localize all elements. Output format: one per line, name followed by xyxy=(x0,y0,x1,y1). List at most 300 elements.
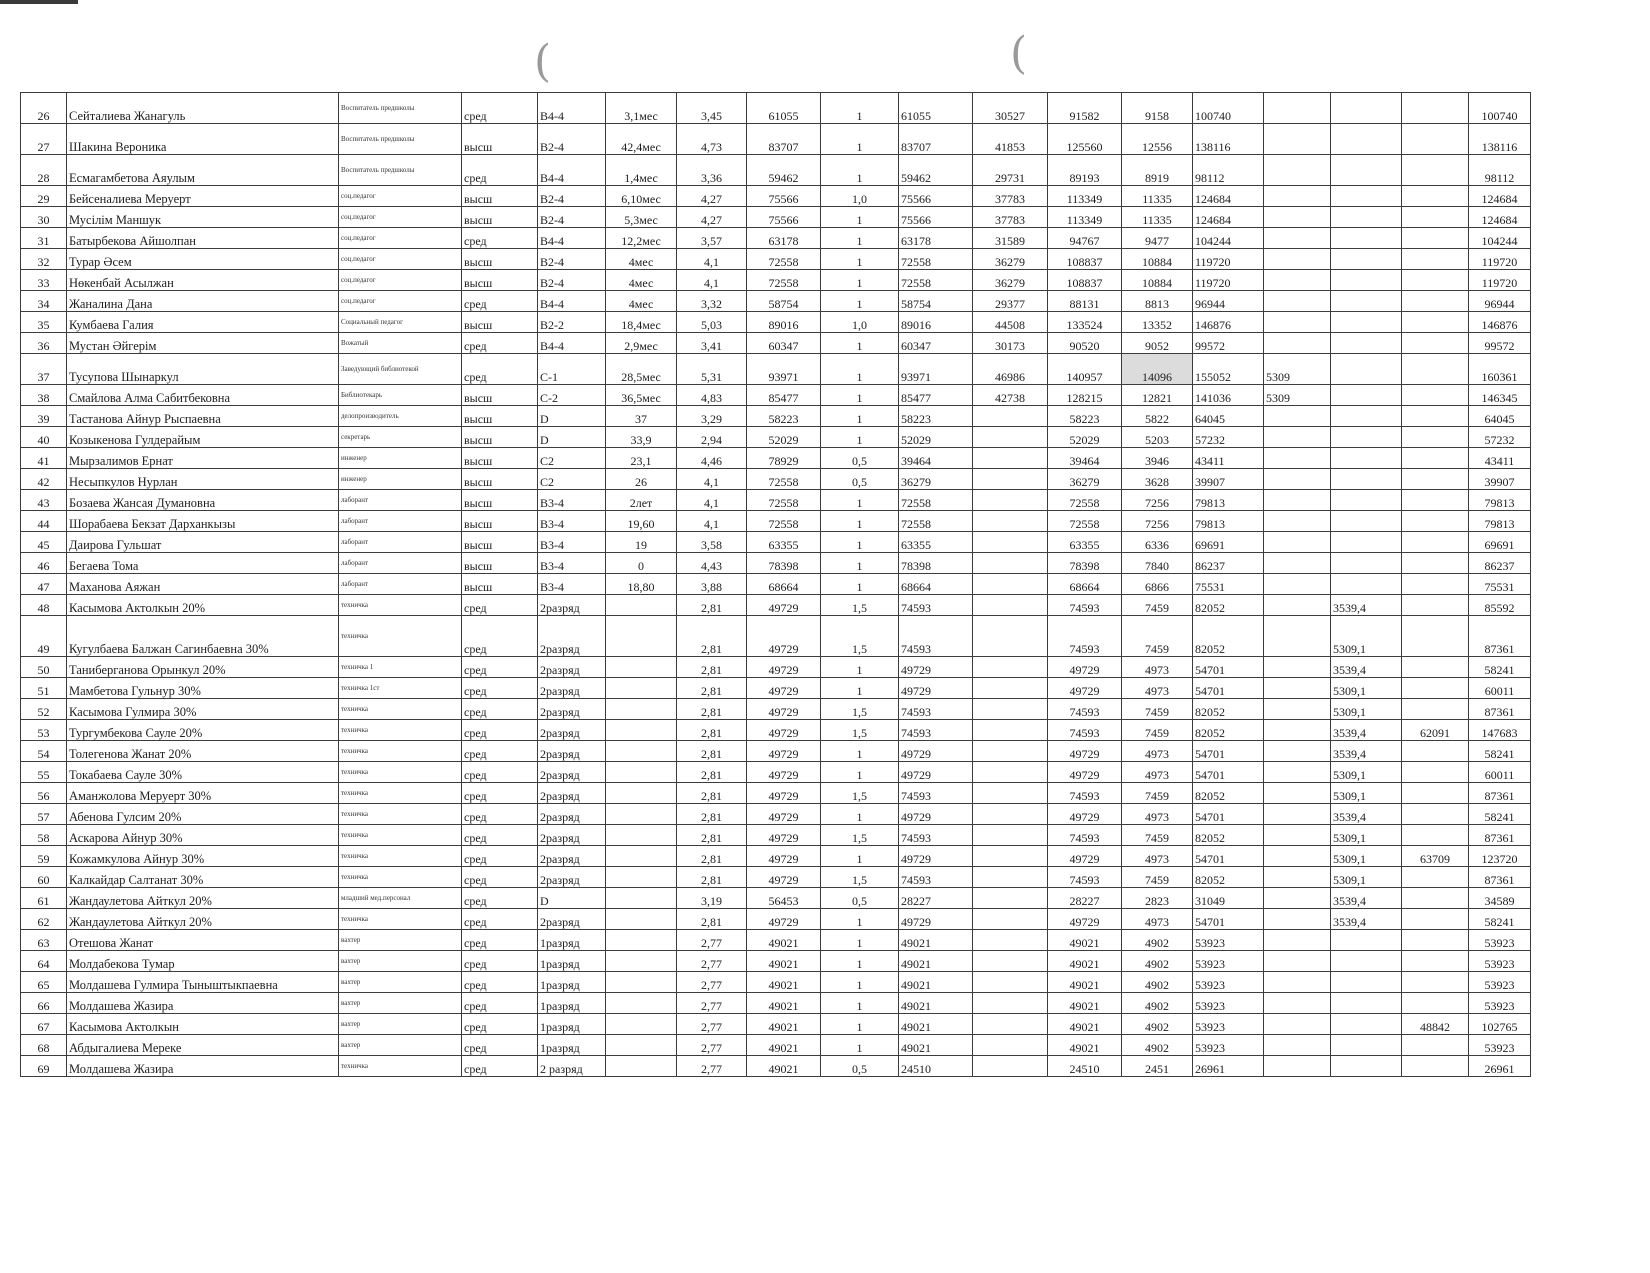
table-row xyxy=(21,291,1531,312)
cell-rate-salary: 36279 xyxy=(899,469,973,490)
cell-rate-load: 1,5 xyxy=(821,699,899,720)
cell-accrued-total: 54701 xyxy=(1193,846,1264,867)
cell-position: соц.педагог xyxy=(339,249,462,270)
cell-rate-salary: 72558 xyxy=(899,490,973,511)
table-row xyxy=(21,186,1531,207)
cell-coefficient: 2,77 xyxy=(677,972,747,993)
cell-coefficient: 2,81 xyxy=(677,825,747,846)
cell-education: высш xyxy=(462,574,538,595)
cell-full-name: Жаналина Дана xyxy=(67,291,339,312)
cell-position: Заведующий библиотекой xyxy=(339,354,462,385)
table-row xyxy=(21,333,1531,354)
cell-rate-salary: 75566 xyxy=(899,186,973,207)
cell-library-extra xyxy=(1264,678,1331,699)
cell-rate-salary: 74593 xyxy=(899,595,973,616)
cell-category: B3-4 xyxy=(538,574,606,595)
cell-grand-total: 34589 xyxy=(1469,888,1531,909)
cell-base-rate: 49021 xyxy=(747,972,821,993)
cell-allowance: 10884 xyxy=(1122,270,1193,291)
cell-grand-total: 87361 xyxy=(1469,783,1531,804)
cell-library-extra xyxy=(1264,124,1331,155)
cell-base-rate: 85477 xyxy=(747,385,821,406)
cell-row-number: 34 xyxy=(21,291,67,312)
cell-library-extra xyxy=(1264,186,1331,207)
cell-accrued-total: 119720 xyxy=(1193,249,1264,270)
cell-other-payment xyxy=(1402,699,1469,720)
cell-allowance: 7256 xyxy=(1122,511,1193,532)
cell-position: вахтер xyxy=(339,930,462,951)
cell-position: техничка xyxy=(339,762,462,783)
cell-position: техничка xyxy=(339,867,462,888)
cell-bonus xyxy=(973,762,1048,783)
cell-cleaning-extra: 3539,4 xyxy=(1331,804,1402,825)
cell-position: соц.педагог xyxy=(339,270,462,291)
cell-bonus xyxy=(973,699,1048,720)
table-row xyxy=(21,993,1531,1014)
cell-grand-total: 138116 xyxy=(1469,124,1531,155)
cell-education: сред xyxy=(462,762,538,783)
cell-library-extra xyxy=(1264,867,1331,888)
cell-allowance: 4973 xyxy=(1122,657,1193,678)
cell-library-extra xyxy=(1264,595,1331,616)
table-row xyxy=(21,762,1531,783)
cell-position: техничка xyxy=(339,783,462,804)
cell-rate-salary: 58754 xyxy=(899,291,973,312)
cell-coefficient: 3,32 xyxy=(677,291,747,312)
cell-subtotal: 49729 xyxy=(1048,657,1122,678)
cell-category: B2-4 xyxy=(538,249,606,270)
cell-row-number: 38 xyxy=(21,385,67,406)
cell-row-number: 51 xyxy=(21,678,67,699)
cell-subtotal: 68664 xyxy=(1048,574,1122,595)
cell-row-number: 62 xyxy=(21,909,67,930)
cell-other-payment: 62091 xyxy=(1402,720,1469,741)
cell-position: техничка 1 xyxy=(339,657,462,678)
cell-position: соц.педагог xyxy=(339,207,462,228)
cell-base-rate: 60347 xyxy=(747,333,821,354)
cell-education: высш xyxy=(462,490,538,511)
cell-experience xyxy=(606,804,677,825)
cell-full-name: Калкайдар Салтанат 30% xyxy=(67,867,339,888)
cell-position: техничка 1ст xyxy=(339,678,462,699)
cell-accrued-total: 119720 xyxy=(1193,270,1264,291)
cell-rate-salary: 74593 xyxy=(899,825,973,846)
table-row xyxy=(21,448,1531,469)
table-row xyxy=(21,888,1531,909)
table-row xyxy=(21,1035,1531,1056)
cell-rate-salary: 49729 xyxy=(899,846,973,867)
cell-other-payment: 48842 xyxy=(1402,1014,1469,1035)
cell-other-payment xyxy=(1402,490,1469,511)
cell-coefficient: 2,81 xyxy=(677,720,747,741)
cell-other-payment xyxy=(1402,1056,1469,1077)
cell-rate-salary: 49021 xyxy=(899,1035,973,1056)
cell-library-extra xyxy=(1264,1056,1331,1077)
cell-bonus xyxy=(973,804,1048,825)
cell-bonus xyxy=(973,574,1048,595)
cell-grand-total: 64045 xyxy=(1469,406,1531,427)
cell-bonus: 37783 xyxy=(973,186,1048,207)
cell-rate-load: 1 xyxy=(821,228,899,249)
cell-rate-salary: 72558 xyxy=(899,249,973,270)
cell-subtotal: 74593 xyxy=(1048,783,1122,804)
cell-rate-load: 1 xyxy=(821,553,899,574)
cell-coefficient: 2,81 xyxy=(677,867,747,888)
cell-library-extra xyxy=(1264,469,1331,490)
cell-category: B4-4 xyxy=(538,291,606,312)
cell-bonus xyxy=(973,678,1048,699)
cell-library-extra xyxy=(1264,1035,1331,1056)
cell-full-name: Мусілім Маншук xyxy=(67,207,339,228)
table-row xyxy=(21,951,1531,972)
cell-rate-salary: 49021 xyxy=(899,1014,973,1035)
cell-library-extra xyxy=(1264,270,1331,291)
cell-base-rate: 49021 xyxy=(747,951,821,972)
cell-position: лаборант xyxy=(339,532,462,553)
cell-base-rate: 59462 xyxy=(747,155,821,186)
cell-rate-load: 1 xyxy=(821,972,899,993)
cell-full-name: Токабаева Сауле 30% xyxy=(67,762,339,783)
table-row xyxy=(21,783,1531,804)
cell-row-number: 58 xyxy=(21,825,67,846)
table-row xyxy=(21,741,1531,762)
cell-other-payment xyxy=(1402,762,1469,783)
cell-allowance: 3628 xyxy=(1122,469,1193,490)
cell-position: соц.педагог xyxy=(339,228,462,249)
cell-rate-salary: 60347 xyxy=(899,333,973,354)
cell-rate-load: 1 xyxy=(821,354,899,385)
cell-subtotal: 89193 xyxy=(1048,155,1122,186)
cell-subtotal: 113349 xyxy=(1048,207,1122,228)
cell-category: B4-4 xyxy=(538,155,606,186)
cell-experience xyxy=(606,1035,677,1056)
cell-library-extra xyxy=(1264,720,1331,741)
cell-full-name: Кумбаева Галия xyxy=(67,312,339,333)
cell-base-rate: 49729 xyxy=(747,867,821,888)
cell-accrued-total: 54701 xyxy=(1193,909,1264,930)
cell-full-name: Нөкенбай Асылжан xyxy=(67,270,339,291)
cell-bonus xyxy=(973,741,1048,762)
table-row xyxy=(21,553,1531,574)
cell-rate-load: 1 xyxy=(821,155,899,186)
cell-rate-load: 1,5 xyxy=(821,595,899,616)
cell-rate-load: 1 xyxy=(821,1035,899,1056)
cell-row-number: 54 xyxy=(21,741,67,762)
cell-accrued-total: 86237 xyxy=(1193,553,1264,574)
cell-rate-load: 1 xyxy=(821,249,899,270)
cell-accrued-total: 124684 xyxy=(1193,186,1264,207)
cell-category: 2разряд xyxy=(538,909,606,930)
cell-base-rate: 49729 xyxy=(747,720,821,741)
cell-coefficient: 4,1 xyxy=(677,511,747,532)
cell-accrued-total: 75531 xyxy=(1193,574,1264,595)
cell-full-name: Мустан Әйгерім xyxy=(67,333,339,354)
cell-category: 2разряд xyxy=(538,804,606,825)
cell-base-rate: 49021 xyxy=(747,1035,821,1056)
cell-row-number: 57 xyxy=(21,804,67,825)
cell-coefficient: 2,81 xyxy=(677,909,747,930)
cell-subtotal: 49021 xyxy=(1048,930,1122,951)
cell-allowance: 7459 xyxy=(1122,867,1193,888)
cell-subtotal: 78398 xyxy=(1048,553,1122,574)
cell-accrued-total: 69691 xyxy=(1193,532,1264,553)
cell-experience: 37 xyxy=(606,406,677,427)
cell-coefficient: 3,88 xyxy=(677,574,747,595)
cell-experience xyxy=(606,930,677,951)
cell-other-payment xyxy=(1402,909,1469,930)
cell-base-rate: 63178 xyxy=(747,228,821,249)
cell-subtotal: 49729 xyxy=(1048,678,1122,699)
cell-full-name: Аманжолова Меруерт 30% xyxy=(67,783,339,804)
cell-library-extra xyxy=(1264,532,1331,553)
cell-cleaning-extra: 3539,4 xyxy=(1331,909,1402,930)
cell-category: 2разряд xyxy=(538,741,606,762)
cell-rate-salary: 28227 xyxy=(899,888,973,909)
table-row xyxy=(21,804,1531,825)
cell-cleaning-extra xyxy=(1331,155,1402,186)
cell-position: лаборант xyxy=(339,553,462,574)
cell-subtotal: 49729 xyxy=(1048,846,1122,867)
cell-category: 2разряд xyxy=(538,867,606,888)
cell-base-rate: 49729 xyxy=(747,657,821,678)
cell-accrued-total: 99572 xyxy=(1193,333,1264,354)
table-row xyxy=(21,490,1531,511)
cell-bonus: 36279 xyxy=(973,249,1048,270)
cell-row-number: 27 xyxy=(21,124,67,155)
cell-rate-load: 1 xyxy=(821,846,899,867)
cell-bonus xyxy=(973,783,1048,804)
cell-library-extra xyxy=(1264,804,1331,825)
cell-subtotal: 74593 xyxy=(1048,720,1122,741)
cell-library-extra xyxy=(1264,825,1331,846)
cell-grand-total: 85592 xyxy=(1469,595,1531,616)
cell-rate-salary: 49729 xyxy=(899,804,973,825)
cell-other-payment xyxy=(1402,951,1469,972)
cell-education: сред xyxy=(462,354,538,385)
cell-subtotal: 49021 xyxy=(1048,1014,1122,1035)
cell-bonus xyxy=(973,511,1048,532)
cell-other-payment xyxy=(1402,312,1469,333)
cell-row-number: 26 xyxy=(21,93,67,124)
table-row xyxy=(21,511,1531,532)
cell-rate-load: 1 xyxy=(821,741,899,762)
cell-bonus xyxy=(973,993,1048,1014)
cell-subtotal: 128215 xyxy=(1048,385,1122,406)
cell-other-payment xyxy=(1402,993,1469,1014)
cell-category: 2разряд xyxy=(538,846,606,867)
table-row xyxy=(21,595,1531,616)
cell-row-number: 35 xyxy=(21,312,67,333)
table-row xyxy=(21,406,1531,427)
cell-coefficient: 4,1 xyxy=(677,490,747,511)
cell-position: соц.педагог xyxy=(339,291,462,312)
scan-mark: ( xyxy=(534,36,552,87)
cell-education: сред xyxy=(462,616,538,657)
cell-grand-total: 87361 xyxy=(1469,699,1531,720)
cell-cleaning-extra: 5309,1 xyxy=(1331,699,1402,720)
cell-full-name: Абдыгалиева Мереке xyxy=(67,1035,339,1056)
cell-experience: 12,2мес xyxy=(606,228,677,249)
cell-education: сред xyxy=(462,909,538,930)
cell-rate-load: 0,5 xyxy=(821,1056,899,1077)
cell-subtotal: 49729 xyxy=(1048,909,1122,930)
cell-base-rate: 68664 xyxy=(747,574,821,595)
cell-allowance: 4973 xyxy=(1122,741,1193,762)
cell-full-name: Сейталиева Жанагуль xyxy=(67,93,339,124)
cell-experience xyxy=(606,1056,677,1077)
table-row xyxy=(21,385,1531,406)
cell-cleaning-extra xyxy=(1331,385,1402,406)
cell-bonus: 31589 xyxy=(973,228,1048,249)
cell-category: 2разряд xyxy=(538,720,606,741)
cell-grand-total: 75531 xyxy=(1469,574,1531,595)
cell-other-payment xyxy=(1402,657,1469,678)
cell-subtotal: 74593 xyxy=(1048,867,1122,888)
cell-rate-salary: 49729 xyxy=(899,741,973,762)
cell-cleaning-extra: 5309,1 xyxy=(1331,846,1402,867)
cell-grand-total: 53923 xyxy=(1469,951,1531,972)
cell-library-extra xyxy=(1264,699,1331,720)
cell-library-extra xyxy=(1264,930,1331,951)
cell-base-rate: 49021 xyxy=(747,930,821,951)
cell-bonus: 41853 xyxy=(973,124,1048,155)
cell-position: младший мед.персонал xyxy=(339,888,462,909)
cell-grand-total: 102765 xyxy=(1469,1014,1531,1035)
cell-accrued-total: 79813 xyxy=(1193,490,1264,511)
cell-experience: 2,9мес xyxy=(606,333,677,354)
cell-allowance: 7459 xyxy=(1122,616,1193,657)
cell-position: Воспитатель предшколы xyxy=(339,155,462,186)
cell-allowance: 4973 xyxy=(1122,909,1193,930)
cell-coefficient: 4,1 xyxy=(677,270,747,291)
cell-base-rate: 75566 xyxy=(747,186,821,207)
cell-position: вахтер xyxy=(339,951,462,972)
cell-allowance: 6866 xyxy=(1122,574,1193,595)
cell-bonus xyxy=(973,469,1048,490)
cell-coefficient: 3,45 xyxy=(677,93,747,124)
cell-rate-load: 1 xyxy=(821,532,899,553)
cell-position: вахтер xyxy=(339,972,462,993)
cell-experience: 36,5мес xyxy=(606,385,677,406)
cell-education: высш xyxy=(462,312,538,333)
cell-coefficient: 4,27 xyxy=(677,207,747,228)
cell-bonus xyxy=(973,406,1048,427)
table-row xyxy=(21,228,1531,249)
cell-experience: 19,60 xyxy=(606,511,677,532)
cell-accrued-total: 54701 xyxy=(1193,657,1264,678)
cell-experience xyxy=(606,888,677,909)
cell-experience xyxy=(606,762,677,783)
cell-accrued-total: 39907 xyxy=(1193,469,1264,490)
cell-accrued-total: 53923 xyxy=(1193,972,1264,993)
cell-row-number: 46 xyxy=(21,553,67,574)
cell-grand-total: 58241 xyxy=(1469,657,1531,678)
cell-rate-load: 1 xyxy=(821,574,899,595)
cell-education: высш xyxy=(462,532,538,553)
cell-subtotal: 49021 xyxy=(1048,993,1122,1014)
cell-base-rate: 78929 xyxy=(747,448,821,469)
cell-full-name: Молдашева Жазира xyxy=(67,993,339,1014)
cell-grand-total: 58241 xyxy=(1469,741,1531,762)
cell-position: вахтер xyxy=(339,993,462,1014)
cell-row-number: 42 xyxy=(21,469,67,490)
cell-grand-total: 60011 xyxy=(1469,678,1531,699)
cell-experience xyxy=(606,972,677,993)
cell-grand-total: 60011 xyxy=(1469,762,1531,783)
cell-row-number: 65 xyxy=(21,972,67,993)
cell-coefficient: 2,81 xyxy=(677,678,747,699)
cell-cleaning-extra: 5309,1 xyxy=(1331,867,1402,888)
cell-cleaning-extra: 5309,1 xyxy=(1331,616,1402,657)
cell-education: сред xyxy=(462,720,538,741)
cell-experience xyxy=(606,595,677,616)
cell-bonus: 30173 xyxy=(973,333,1048,354)
cell-education: сред xyxy=(462,825,538,846)
cell-subtotal: 49021 xyxy=(1048,1035,1122,1056)
cell-category: 2разряд xyxy=(538,825,606,846)
cell-experience xyxy=(606,867,677,888)
cell-row-number: 66 xyxy=(21,993,67,1014)
cell-library-extra xyxy=(1264,846,1331,867)
cell-rate-load: 1 xyxy=(821,804,899,825)
cell-base-rate: 49021 xyxy=(747,1056,821,1077)
cell-education: высш xyxy=(462,406,538,427)
cell-cleaning-extra xyxy=(1331,207,1402,228)
cell-bonus xyxy=(973,490,1048,511)
cell-experience: 0 xyxy=(606,553,677,574)
cell-subtotal: 63355 xyxy=(1048,532,1122,553)
scan-edge xyxy=(0,0,78,4)
cell-base-rate: 49729 xyxy=(747,616,821,657)
cell-base-rate: 49729 xyxy=(747,595,821,616)
cell-grand-total: 124684 xyxy=(1469,207,1531,228)
cell-allowance: 7459 xyxy=(1122,720,1193,741)
cell-row-number: 29 xyxy=(21,186,67,207)
cell-grand-total: 147683 xyxy=(1469,720,1531,741)
cell-category: C-1 xyxy=(538,354,606,385)
cell-bonus: 29377 xyxy=(973,291,1048,312)
cell-coefficient: 2,77 xyxy=(677,993,747,1014)
table-row xyxy=(21,699,1531,720)
cell-other-payment xyxy=(1402,972,1469,993)
cell-experience xyxy=(606,909,677,930)
cell-full-name: Тусупова Шынаркул xyxy=(67,354,339,385)
cell-other-payment xyxy=(1402,93,1469,124)
cell-allowance: 7459 xyxy=(1122,783,1193,804)
cell-base-rate: 49729 xyxy=(747,909,821,930)
cell-library-extra xyxy=(1264,1014,1331,1035)
cell-row-number: 53 xyxy=(21,720,67,741)
cell-education: сред xyxy=(462,783,538,804)
cell-base-rate: 72558 xyxy=(747,511,821,532)
cell-full-name: Маханова Аяжан xyxy=(67,574,339,595)
cell-accrued-total: 155052 xyxy=(1193,354,1264,385)
table-row xyxy=(21,93,1531,124)
cell-bonus xyxy=(973,951,1048,972)
cell-experience: 3,1мес xyxy=(606,93,677,124)
cell-rate-salary: 49729 xyxy=(899,762,973,783)
cell-grand-total: 98112 xyxy=(1469,155,1531,186)
cell-base-rate: 52029 xyxy=(747,427,821,448)
cell-coefficient: 4,1 xyxy=(677,249,747,270)
cell-education: сред xyxy=(462,951,538,972)
cell-grand-total: 39907 xyxy=(1469,469,1531,490)
cell-accrued-total: 53923 xyxy=(1193,951,1264,972)
cell-cleaning-extra: 5309,1 xyxy=(1331,678,1402,699)
cell-cleaning-extra xyxy=(1331,124,1402,155)
cell-library-extra xyxy=(1264,312,1331,333)
cell-library-extra xyxy=(1264,228,1331,249)
